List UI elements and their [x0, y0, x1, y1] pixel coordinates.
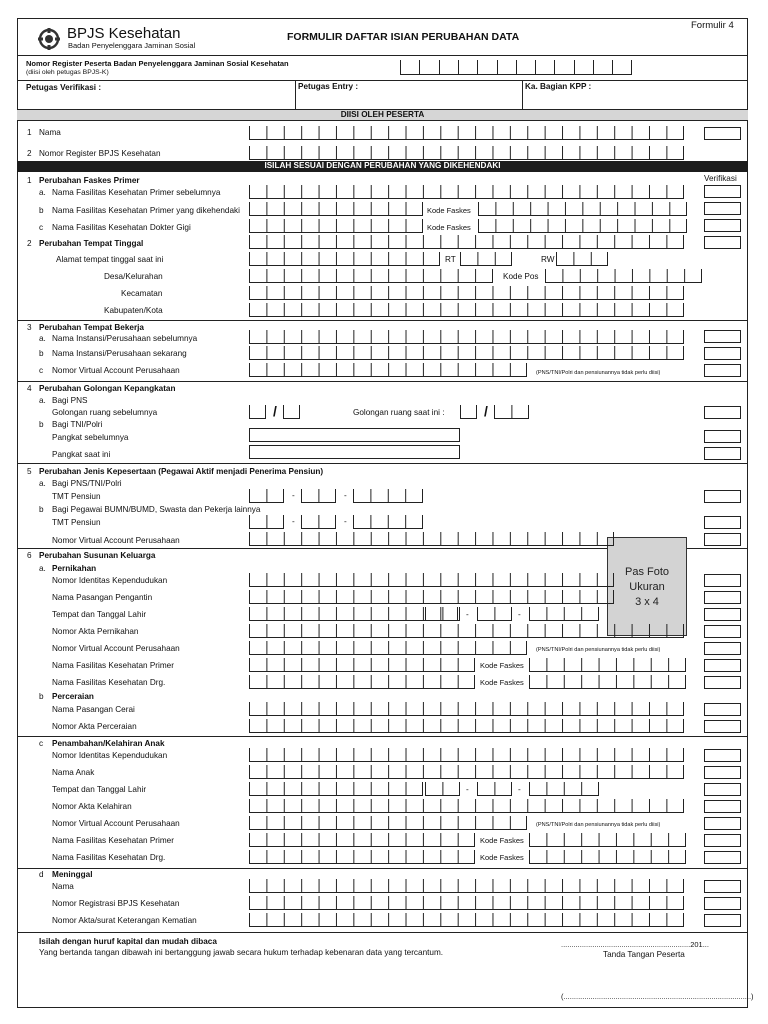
label-faskes-primer: Nama Fasilitas Kesehatan Primer [52, 836, 174, 845]
item-prefix: a. [39, 396, 46, 405]
item-prefix: a. [39, 188, 46, 197]
nama-meninggal-input[interactable] [249, 879, 684, 893]
verification-box[interactable] [704, 185, 741, 198]
item-prefix: a. [39, 564, 46, 573]
label-kecamatan: Kecamatan [121, 289, 163, 298]
verification-box[interactable] [704, 490, 741, 503]
label-akta-nikah: Nomor Akta Pernikahan [52, 627, 139, 636]
faskes-primer-input[interactable] [249, 833, 475, 847]
register-digit-box[interactable] [516, 60, 536, 75]
tgl-month-input[interactable] [477, 607, 512, 621]
divider [17, 381, 748, 382]
verification-box[interactable] [704, 783, 741, 796]
verification-box[interactable] [704, 703, 741, 716]
verification-box[interactable] [704, 749, 741, 762]
row-number: 1 [27, 128, 32, 137]
rw-input[interactable] [556, 252, 608, 266]
verification-box[interactable] [704, 834, 741, 847]
label-rw: RW [541, 255, 555, 264]
label-ttl: Tempat dan Tanggal Lahir [52, 610, 147, 619]
nik-input[interactable] [249, 748, 684, 762]
akta-lahir-input[interactable] [249, 799, 684, 813]
golongan-sebelum-input[interactable] [283, 405, 300, 419]
tmt-year-input[interactable] [353, 515, 423, 529]
section-title-bekerja: Perubahan Tempat Bekerja [39, 323, 144, 332]
alamat-input[interactable] [249, 252, 440, 266]
register-digit-box[interactable] [593, 60, 613, 75]
verification-box[interactable] [704, 330, 741, 343]
signature-name-line[interactable]: (..........................................................................................) [561, 992, 754, 1001]
tgl-day-input[interactable] [425, 782, 460, 796]
label-faskes-dikehendaki: Nama Fasilitas Kesehatan Primer yang dikehendaki [52, 206, 240, 215]
item-prefix: a. [39, 334, 46, 343]
label-rt: RT [445, 255, 456, 264]
signature-label: Tanda Tangan Peserta [603, 950, 685, 959]
item-prefix: c [39, 366, 44, 375]
virtual-account-input[interactable] [249, 363, 527, 377]
photo-text-3: 3 x 4 [635, 596, 659, 608]
pangkat-sebelumnya-field[interactable] [249, 428, 460, 442]
label-kode-faskes: Kode Faskes [480, 678, 524, 687]
item-prefix: b [39, 420, 44, 429]
section-number: 2 [27, 239, 32, 248]
item-prefix: b [39, 505, 44, 514]
item-prefix: b [39, 692, 44, 701]
item-prefix: c [39, 739, 44, 748]
akta-kematian-input[interactable] [249, 913, 684, 927]
label-bagi-pns: Bagi PNS [52, 396, 88, 405]
label-golongan-saat-ini: Golongan ruang saat ini : [353, 408, 445, 417]
label-akta-cerai: Nomor Akta Perceraian [52, 722, 137, 731]
verification-box[interactable] [704, 720, 741, 733]
item-prefix: a. [39, 479, 46, 488]
photo-text-1: Pas Foto [624, 566, 670, 578]
label-kode-faskes: Kode Faskes [427, 206, 471, 215]
kabupaten-input[interactable] [249, 303, 684, 317]
kode-faskes-input[interactable] [529, 675, 686, 689]
dash: - [344, 491, 347, 500]
dash: - [292, 517, 295, 526]
divider [17, 320, 748, 321]
verification-box[interactable] [704, 659, 741, 672]
faskes-sebelumnya-input[interactable] [249, 185, 684, 199]
label-pasangan-cerai: Nama Pasangan Cerai [52, 705, 135, 714]
kode-faskes-input[interactable] [529, 833, 686, 847]
petugas-verifikasi: Petugas Verifikasi : [26, 83, 102, 92]
label-perceraian: Perceraian [52, 692, 94, 701]
footer-statement: Yang bertanda tangan dibawah ini bertanggung jawab secara hukum terhadap kebenaran data yang tercantum. [39, 948, 444, 957]
tmt-day-input[interactable] [249, 489, 284, 503]
golongan-saat-input[interactable] [460, 405, 477, 419]
instansi-sekarang-input[interactable] [249, 346, 684, 360]
verification-box[interactable] [704, 533, 741, 546]
label-noreg: Nomor Register BPJS Kesehatan [39, 149, 161, 158]
label-desa: Desa/Kelurahan [104, 272, 163, 281]
label-akta-lahir: Nomor Akta Kelahiran [52, 802, 132, 811]
section-title-golongan: Perubahan Golongan Kepangkatan [39, 384, 176, 393]
register-digit-box[interactable] [612, 60, 632, 75]
dash: - [466, 610, 469, 619]
nik-input[interactable] [249, 573, 614, 587]
tmt-month-input[interactable] [301, 489, 336, 503]
dash: - [292, 491, 295, 500]
verification-box[interactable] [704, 914, 741, 927]
dash: - [466, 785, 469, 794]
pasangan-cerai-input[interactable] [249, 702, 684, 716]
label-faskes-sebelumnya: Nama Fasilitas Kesehatan Primer sebelumnya [52, 188, 221, 197]
label-faskes-drg: Nama Fasilitas Kesehatan Drg. [52, 678, 166, 687]
note-pns: (PNS/TNI/Polri dan pensiunannya tidak perlu diisi) [536, 822, 661, 828]
label-virtual-account: Nomor Virtual Account Perusahaan [52, 819, 180, 828]
desa-input[interactable] [249, 269, 493, 283]
dash: - [344, 517, 347, 526]
verification-box[interactable] [704, 364, 741, 377]
label-pasangan: Nama Pasangan Pengantin [52, 593, 153, 602]
ka-bagian: Ka. Bagian KPP : [525, 82, 592, 91]
tgl-day-input[interactable] [425, 607, 460, 621]
item-prefix: c [39, 223, 44, 232]
footer-instruction: Isilah dengan huruf kapital dan mudah dibaca [39, 937, 217, 946]
slash: / [484, 403, 488, 419]
label-pernikahan: Pernikahan [52, 564, 97, 573]
label-faskes-drg: Nama Fasilitas Kesehatan Drg. [52, 853, 166, 862]
divider [17, 868, 748, 869]
section-number: 6 [27, 551, 32, 560]
tmt-month-input[interactable] [301, 515, 336, 529]
akta-cerai-input[interactable] [249, 719, 684, 733]
kode-faskes-input[interactable] [478, 202, 687, 216]
verification-box[interactable] [704, 625, 741, 638]
kecamatan-input[interactable] [249, 286, 684, 300]
divider [17, 548, 607, 549]
verification-box[interactable] [704, 127, 741, 140]
petugas-entry: Petugas Entry : [298, 82, 359, 91]
tempat-lahir-input[interactable] [249, 782, 423, 796]
kode-faskes-input[interactable] [529, 850, 686, 864]
verification-box[interactable] [704, 851, 741, 864]
verification-box[interactable] [704, 202, 741, 215]
rt-input[interactable] [460, 252, 512, 266]
verification-box[interactable] [704, 591, 741, 604]
section-bar-isilah: ISILAH SESUAI DENGAN PERUBAHAN YANG DIKEHENDAKI [17, 161, 748, 172]
divider [631, 60, 632, 75]
kode-pos-input[interactable] [545, 269, 702, 283]
label-nik: Nomor Identitas Kependudukan [52, 751, 168, 760]
divider [17, 463, 748, 464]
verification-box[interactable] [704, 516, 741, 529]
register-digit-box[interactable] [535, 60, 555, 75]
label-pangkat-saat-ini: Pangkat saat ini [52, 450, 111, 459]
nama-input[interactable] [249, 126, 684, 140]
verification-box[interactable] [704, 608, 741, 621]
kode-faskes-input[interactable] [478, 219, 687, 233]
faskes-primer-input[interactable] [249, 658, 475, 672]
item-prefix: d [39, 870, 44, 879]
label-instansi-sebelumnya: Nama Instansi/Perusahaan sebelumnya [52, 334, 198, 343]
register-digit-box[interactable] [497, 60, 517, 75]
note-pns: (PNS/TNI/Polri dan pensiunannya tidak perlu diisi) [536, 370, 661, 376]
faskes-drg-input[interactable] [249, 850, 475, 864]
kode-faskes-input[interactable] [529, 658, 686, 672]
label-virtual-account: Nomor Virtual Account Perusahaan [52, 644, 180, 653]
label-kode-faskes: Kode Faskes [480, 853, 524, 862]
label-pangkat-sebelumnya: Pangkat sebelumnya [52, 433, 129, 442]
label-faskes-primer: Nama Fasilitas Kesehatan Primer [52, 661, 174, 670]
label-nama: Nama [52, 882, 74, 891]
verification-box[interactable] [704, 219, 741, 232]
tmt-day-input[interactable] [249, 515, 284, 529]
verification-box[interactable] [704, 642, 741, 655]
faskes-dikehendaki-input[interactable] [249, 202, 423, 216]
label-tmt-pensiun: TMT Pensiun [52, 492, 101, 501]
virtual-account-input[interactable] [249, 816, 527, 830]
label-alamat: Alamat tempat tinggal saat ini [56, 255, 164, 264]
register-digit-box[interactable] [400, 60, 420, 75]
label-kode-faskes: Kode Faskes [480, 661, 524, 670]
verification-box[interactable] [704, 676, 741, 689]
label-virtual-account: Nomor Virtual Account Perusahaan [52, 536, 180, 545]
logo-subtitle: Badan Penyelenggara Jaminan Sosial [68, 41, 196, 50]
faskes-drg-input[interactable] [249, 675, 475, 689]
section-number: 5 [27, 467, 32, 476]
divider [687, 548, 748, 549]
label-tmt-pensiun: TMT Pensiun [52, 518, 101, 527]
verification-box[interactable] [704, 766, 741, 779]
noreg-input[interactable] [249, 146, 684, 160]
logo-brand: BPJS Kesehatan [67, 25, 181, 42]
section-title-keluarga: Perubahan Susunan Keluarga [39, 551, 156, 560]
register-digit-box[interactable] [419, 60, 439, 75]
divider [17, 736, 748, 737]
label-nama: Nama [39, 128, 61, 137]
date-line[interactable]: ..............................................................201... [561, 940, 709, 949]
label-kode-faskes: Kode Faskes [480, 836, 524, 845]
label-instansi-sekarang: Nama Instansi/Perusahaan sekarang [52, 349, 187, 358]
tgl-month-input[interactable] [477, 782, 512, 796]
divider [522, 80, 523, 109]
verification-box[interactable] [704, 574, 741, 587]
verification-box[interactable] [704, 347, 741, 360]
pangkat-saat-ini-field[interactable] [249, 445, 460, 459]
section-number: 4 [27, 384, 32, 393]
divider [295, 80, 296, 109]
verification-box[interactable] [704, 800, 741, 813]
golongan-sebelum-input[interactable] [249, 405, 266, 419]
section-number: 3 [27, 323, 32, 332]
nama-anak-input[interactable] [249, 765, 684, 779]
register-digit-box[interactable] [439, 60, 459, 75]
faskes-gigi-input[interactable] [249, 219, 423, 233]
label-bagi-tni: Bagi TNI/Polri [52, 420, 103, 429]
item-prefix: b [39, 349, 44, 358]
label-bagi-pns-tni: Bagi PNS/TNI/Polri [52, 479, 122, 488]
reg-note: (diisi oleh petugas BPJS-K) [26, 69, 109, 76]
tempat-tinggal-input[interactable] [249, 235, 684, 249]
item-prefix: b [39, 206, 44, 215]
virtual-account-input[interactable] [249, 641, 527, 655]
golongan-saat-input[interactable] [494, 405, 529, 419]
section-title-tempat-tinggal: Perubahan Tempat Tinggal [39, 239, 144, 248]
verification-box[interactable] [704, 236, 741, 249]
label-kelahiran-anak: Penambahan/Kelahiran Anak [52, 739, 165, 748]
verifikasi-label: Verifikasi [704, 174, 737, 183]
divider [17, 80, 748, 81]
instansi-sebelumnya-input[interactable] [249, 330, 684, 344]
label-nik: Nomor Identitas Kependudukan [52, 576, 168, 585]
label-nama-anak: Nama Anak [52, 768, 95, 777]
label-golongan-sebelumnya: Golongan ruang sebelumnya [52, 408, 158, 417]
pasangan-input[interactable] [249, 590, 614, 604]
section-bar-diisi: DIISI OLEH PESERTA [17, 109, 748, 121]
verification-box[interactable] [704, 447, 741, 460]
label-kode-pos: Kode Pos [503, 272, 539, 281]
reg-label: Nomor Register Peserta Badan Penyelenggara Jaminan Sosial Kesehatan [26, 59, 289, 68]
register-digit-box[interactable] [574, 60, 594, 75]
label-virtual-account: Nomor Virtual Account Perusahaan [52, 366, 180, 375]
label-akta-kematian: Nomor Akta/surat Keterangan Kematian [52, 916, 197, 925]
verification-box[interactable] [704, 880, 741, 893]
register-digit-box[interactable] [458, 60, 478, 75]
tgl-year-input[interactable] [529, 607, 599, 621]
noreg-meninggal-input[interactable] [249, 896, 684, 910]
verification-box[interactable] [704, 817, 741, 830]
tgl-year-input[interactable] [529, 782, 599, 796]
verification-box[interactable] [704, 897, 741, 910]
bpjs-logo-icon [36, 28, 62, 50]
row-number: 2 [27, 149, 32, 158]
photo-placeholder[interactable] [607, 537, 687, 636]
akta-nikah-input[interactable] [249, 624, 684, 638]
divider [17, 55, 748, 56]
label-ttl: Tempat dan Tanggal Lahir [52, 785, 147, 794]
form-number: Formulir 4 [691, 20, 734, 31]
slash: / [273, 403, 277, 419]
photo-text-2: Ukuran [629, 581, 665, 593]
section-title-kepesertaan: Perubahan Jenis Kepesertaan (Pegawai Aktif menjadi Penerima Pensiun) [39, 467, 324, 476]
section-number: 1 [27, 176, 32, 185]
note-pns: (PNS/TNI/Polri dan pensiunannya tidak perlu diisi) [536, 647, 661, 653]
label-kabupaten: Kabupaten/Kota [104, 306, 163, 315]
label-meninggal: Meninggal [52, 870, 93, 879]
label-noreg: Nomor Registrasi BPJS Kesehatan [52, 899, 180, 908]
dash: - [518, 785, 521, 794]
verification-box[interactable] [704, 430, 741, 443]
label-faskes-gigi: Nama Fasilitas Kesehatan Dokter Gigi [52, 223, 191, 232]
divider [17, 932, 748, 933]
register-digit-box[interactable] [554, 60, 574, 75]
dash: - [518, 610, 521, 619]
tmt-year-input[interactable] [353, 489, 423, 503]
label-kode-faskes: Kode Faskes [427, 223, 471, 232]
form-title: FORMULIR DAFTAR ISIAN PERUBAHAN DATA [287, 31, 520, 43]
register-digit-box[interactable] [477, 60, 497, 75]
label-bagi-pegawai-bumn: Bagi Pegawai BUMN/BUMD, Swasta dan Pekerja lainnya [52, 505, 261, 514]
verification-box[interactable] [704, 406, 741, 419]
section-title-faskes: Perubahan Faskes Primer [39, 176, 140, 185]
virtual-account-input[interactable] [249, 532, 614, 546]
